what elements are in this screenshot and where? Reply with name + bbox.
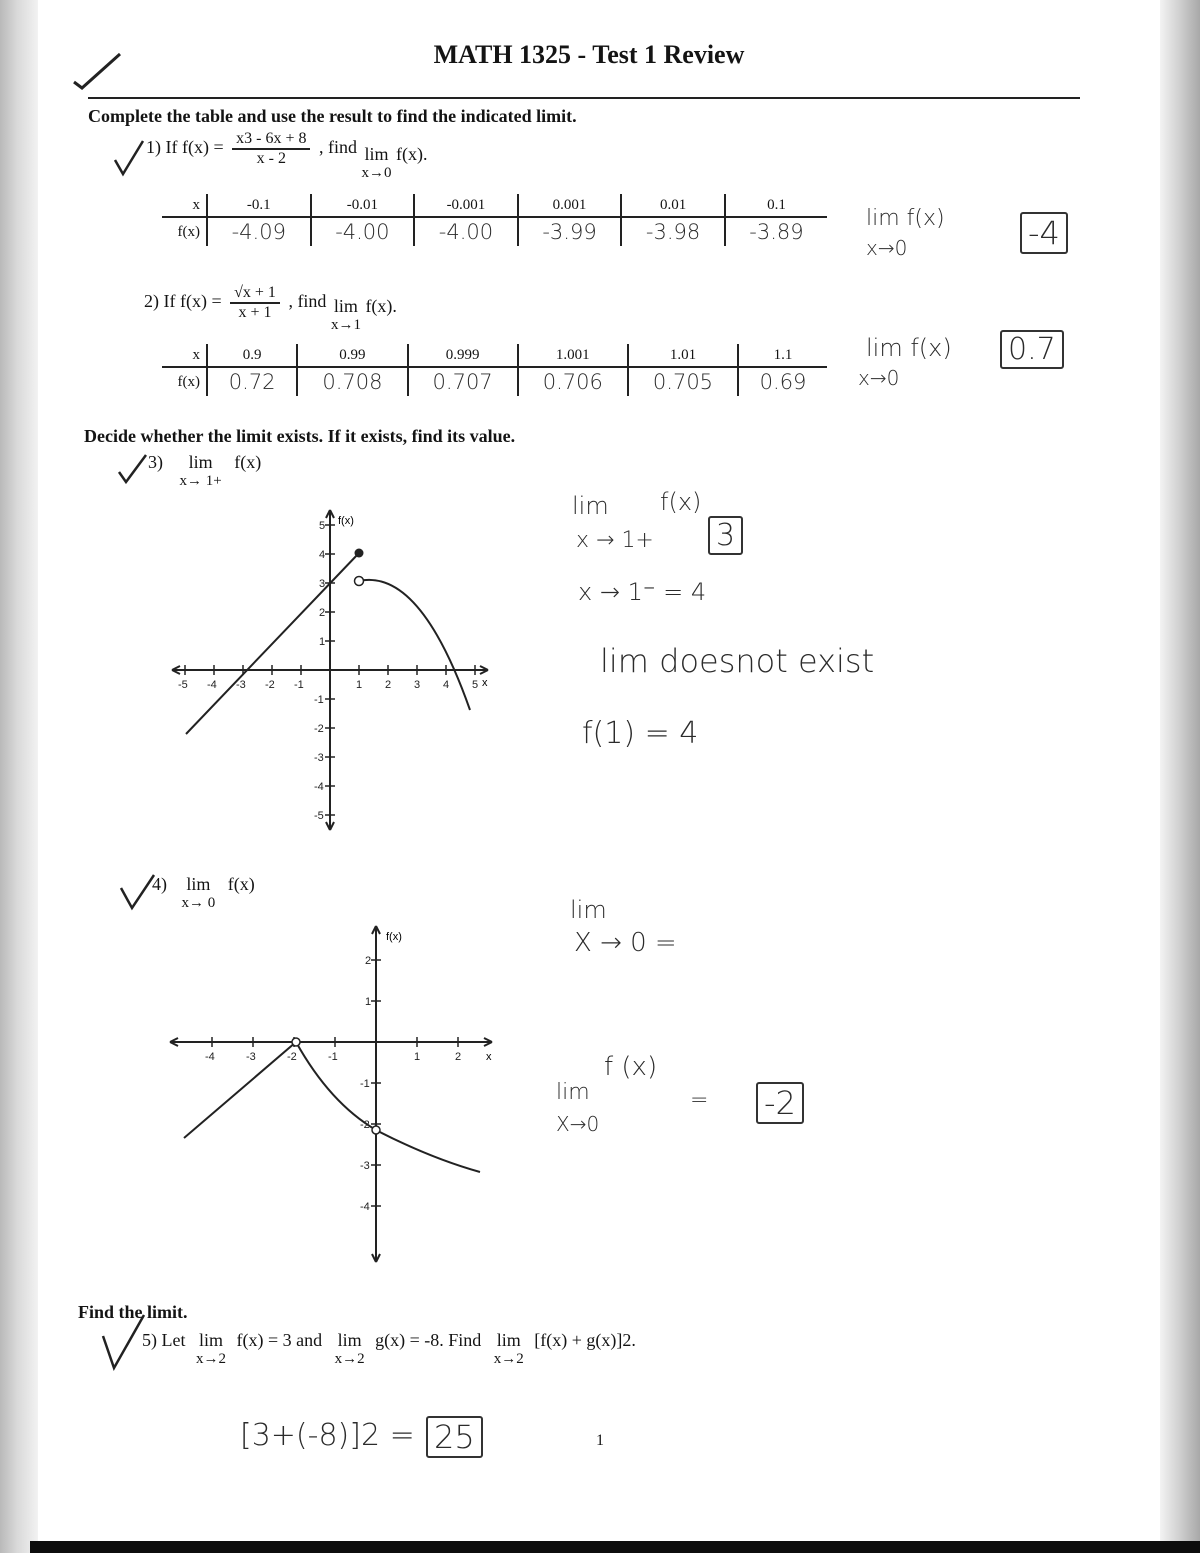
x-tick-label: -1 xyxy=(294,679,304,691)
table-cell-handwritten: 0.708 xyxy=(297,367,407,396)
section2-instruction: Decide whether the limit exists. If it exists, find its value. xyxy=(84,426,516,446)
scan-bottom-bar xyxy=(30,1541,1200,1553)
problem4-work-fx: f (x) xyxy=(604,1052,658,1082)
problem1-denominator: x - 2 xyxy=(256,150,286,167)
problem5-lim3: lim xyxy=(496,1330,521,1350)
problem1-fx: f(x). xyxy=(395,144,428,164)
problem3-statement xyxy=(148,452,261,490)
table-cell-handwritten: -3.99 xyxy=(518,217,622,246)
problem5-label: 5) Let xyxy=(142,1330,186,1350)
problem3-label: 3) xyxy=(148,452,163,472)
problem5-statement xyxy=(142,1330,636,1368)
x-tick-label: -4 xyxy=(207,679,217,691)
page-number: 1 xyxy=(596,1432,604,1449)
table-f-header: f(x) xyxy=(177,373,200,390)
graph4-open-point-yint xyxy=(372,1126,380,1134)
y-tick-label: 1 xyxy=(319,636,326,648)
table-cell-handwritten: 0.72 xyxy=(207,367,297,396)
x-tick-label: -2 xyxy=(265,679,275,691)
problem1-answer-sub: x→0 xyxy=(866,236,908,260)
problem5-limit2 xyxy=(335,1330,365,1368)
y-tick-label: 4 xyxy=(319,549,326,561)
section1-instruction: Complete the table and use the result to find the indicated limit. xyxy=(88,106,577,126)
y-tick-label: -1 xyxy=(314,694,324,706)
problem1-fraction xyxy=(232,130,310,168)
problem1-table xyxy=(162,194,827,246)
graph4-f-label: f(x) xyxy=(386,931,402,943)
table-cell-handwritten: -4.09 xyxy=(207,217,311,246)
problem2-label: 2) If f(x) = xyxy=(144,291,222,312)
problem5-sub1: x→2 xyxy=(195,1351,226,1367)
problem3-lim: lim xyxy=(188,452,213,472)
problem3-work-left: x → 1⁻ = 4 xyxy=(578,578,707,606)
problem3-work-lim: lim xyxy=(572,492,609,520)
problem2-denominator: x + 1 xyxy=(238,304,272,321)
y-tick-label: -4 xyxy=(314,781,324,793)
y-tick-label: -3 xyxy=(360,1160,370,1172)
graph3-open-point xyxy=(355,577,364,586)
section3-instruction: Find the limit. xyxy=(78,1302,188,1322)
table-cell: -0.1 xyxy=(207,194,311,217)
y-tick-label: -2 xyxy=(360,1119,370,1131)
problem5-work: [3+(-8)]2 = xyxy=(240,1418,415,1453)
y-tick-label: 1 xyxy=(365,996,372,1008)
problem1-lim: lim xyxy=(364,144,389,164)
x-tick-label: -3 xyxy=(246,1051,256,1063)
problem1-find: , find xyxy=(318,137,357,158)
x-tick-label: -5 xyxy=(178,679,188,691)
problem3-work-f1: f(1) = 4 xyxy=(582,716,699,751)
x-tick-label: -1 xyxy=(328,1051,338,1063)
table-cell-handwritten: -3.98 xyxy=(621,217,725,246)
scan-edge-right xyxy=(1160,0,1200,1553)
graph4-open-point xyxy=(292,1038,300,1046)
problem1-answer-lim: lim f(x) xyxy=(866,206,945,231)
x-tick-label: -2 xyxy=(287,1051,297,1063)
problem4-work-lim2: lim xyxy=(556,1080,590,1105)
x-tick-label: 2 xyxy=(385,679,392,691)
problem5-answer: 25 xyxy=(426,1416,483,1458)
table-cell: 1.1 xyxy=(738,344,827,367)
problem4-fx: f(x) xyxy=(227,874,255,894)
problem4-label: 4) xyxy=(152,874,167,894)
table-cell: 1.01 xyxy=(628,344,738,367)
table-cell: 0.001 xyxy=(518,194,622,217)
problem2-table xyxy=(162,344,827,396)
y-tick-label: -5 xyxy=(314,810,324,822)
problem5-part1: f(x) = 3 and xyxy=(236,1330,323,1350)
y-tick-label: 5 xyxy=(319,520,326,532)
graph4-left-line xyxy=(184,1042,296,1138)
table-cell: 0.999 xyxy=(408,344,518,367)
x-tick-label: 4 xyxy=(443,679,450,691)
table-f-header: f(x) xyxy=(177,223,200,240)
problem5-sub3: x→2 xyxy=(493,1351,524,1367)
table-cell: 0.99 xyxy=(297,344,407,367)
graph3-left-line xyxy=(186,553,359,734)
title-rule xyxy=(88,97,1080,99)
problem1-limit xyxy=(361,144,391,182)
problem4-work-sub2: X→0 xyxy=(556,1112,600,1136)
y-tick-label: 3 xyxy=(319,578,326,590)
problem2-numerator: √x + 1 xyxy=(230,284,280,304)
x-tick-label: -3 xyxy=(236,679,246,691)
table-cell-handwritten: 0.706 xyxy=(518,367,628,396)
problem3-work-right-answer: 3 xyxy=(708,516,743,555)
problem2-find: , find xyxy=(288,291,327,312)
problem5-sub2: x→2 xyxy=(334,1351,365,1367)
problem1-answer: -4 xyxy=(1020,212,1068,254)
problem5-lim1: lim xyxy=(198,1330,223,1350)
problem3-work-right-sub: x → 1+ xyxy=(576,528,654,553)
y-tick-label: 2 xyxy=(365,955,372,967)
graph4-right-curve xyxy=(296,1042,480,1172)
problem5-limit1 xyxy=(196,1330,226,1368)
problem2-statement xyxy=(144,284,397,334)
table-cell: 0.01 xyxy=(621,194,725,217)
problem2-answer-lim: lim f(x) xyxy=(866,334,952,362)
problem4-lim-sub: x→ 0 xyxy=(181,895,216,911)
problem2-fx: f(x). xyxy=(365,296,397,316)
x-tick-label: 2 xyxy=(455,1051,462,1063)
y-tick-label: -2 xyxy=(314,723,324,735)
table-cell-handwritten: -4.00 xyxy=(414,217,518,246)
graph3-f-label: f(x) xyxy=(338,515,354,527)
table-cell-handwritten: 0.707 xyxy=(408,367,518,396)
problem4-statement xyxy=(152,874,255,912)
problem3-fx: f(x) xyxy=(234,452,262,472)
problem3-limit xyxy=(180,452,222,490)
problem1-numerator: x3 - 6x + 8 xyxy=(232,130,310,150)
problem2-fraction xyxy=(230,284,280,322)
x-tick-label: 1 xyxy=(414,1051,421,1063)
problem5-limit3 xyxy=(494,1330,524,1368)
table-cell: 0.9 xyxy=(207,344,297,367)
x-tick-label: 5 xyxy=(472,679,479,691)
table-x-header: x xyxy=(162,194,207,217)
problem3-lim-sub: x→ 1+ xyxy=(179,473,222,489)
y-tick-label: 2 xyxy=(319,607,326,619)
problem1-check-mark xyxy=(112,138,146,178)
problem3-graph xyxy=(160,500,500,840)
problem4-graph xyxy=(160,918,510,1268)
x-tick-label: 3 xyxy=(414,679,421,691)
problem5-part2: g(x) = -8. Find xyxy=(375,1330,482,1350)
graph3-x-label: x xyxy=(482,677,488,689)
table-x-header: x xyxy=(162,344,207,367)
problem3-check-mark xyxy=(116,452,150,486)
problem1-statement xyxy=(146,130,427,182)
problem1-label: 1) If f(x) = xyxy=(146,137,224,158)
problem4-limit xyxy=(182,874,216,912)
table-cell: 0.1 xyxy=(725,194,827,217)
problem1-lim-sub: x→0 xyxy=(361,165,392,181)
problem5-lim2: lim xyxy=(337,1330,362,1350)
y-tick-label: -3 xyxy=(314,752,324,764)
problem2-answer-sub: x→0 xyxy=(858,366,900,390)
table-cell: 1.001 xyxy=(518,344,628,367)
table-cell: -0.001 xyxy=(414,194,518,217)
problem3-work-conclusion: lim doesnot exist xyxy=(600,642,875,680)
table-cell-handwritten: 0.69 xyxy=(738,367,827,396)
graph3-closed-point xyxy=(355,549,364,558)
problem2-limit xyxy=(331,296,361,334)
table-cell-handwritten: 0.705 xyxy=(628,367,738,396)
problem4-work-sub1: X → 0 = xyxy=(574,928,677,958)
table-cell-handwritten: -4.00 xyxy=(311,217,415,246)
page-title: MATH 1325 - Test 1 Review xyxy=(433,40,745,69)
x-tick-label: 1 xyxy=(356,679,363,691)
problem4-work-equals: = xyxy=(690,1088,709,1113)
problem5-part3: [f(x) + g(x)]2. xyxy=(534,1330,636,1350)
graph4-x-label: x xyxy=(486,1051,492,1063)
problem2-lim: lim xyxy=(333,296,358,316)
scan-edge-left xyxy=(0,0,38,1553)
table-cell-handwritten: -3.89 xyxy=(725,217,827,246)
table-cell: -0.01 xyxy=(311,194,415,217)
y-tick-label: -1 xyxy=(360,1078,370,1090)
problem3-work-fx: f(x) xyxy=(660,488,702,516)
problem4-work-lim1: lim xyxy=(570,896,607,924)
problem2-answer: 0.7 xyxy=(1000,330,1064,369)
problem4-work-answer: -2 xyxy=(756,1082,804,1124)
y-tick-label: -4 xyxy=(360,1201,370,1213)
x-tick-label: -4 xyxy=(205,1051,215,1063)
problem4-lim: lim xyxy=(186,874,211,894)
problem2-lim-sub: x→1 xyxy=(330,317,361,333)
